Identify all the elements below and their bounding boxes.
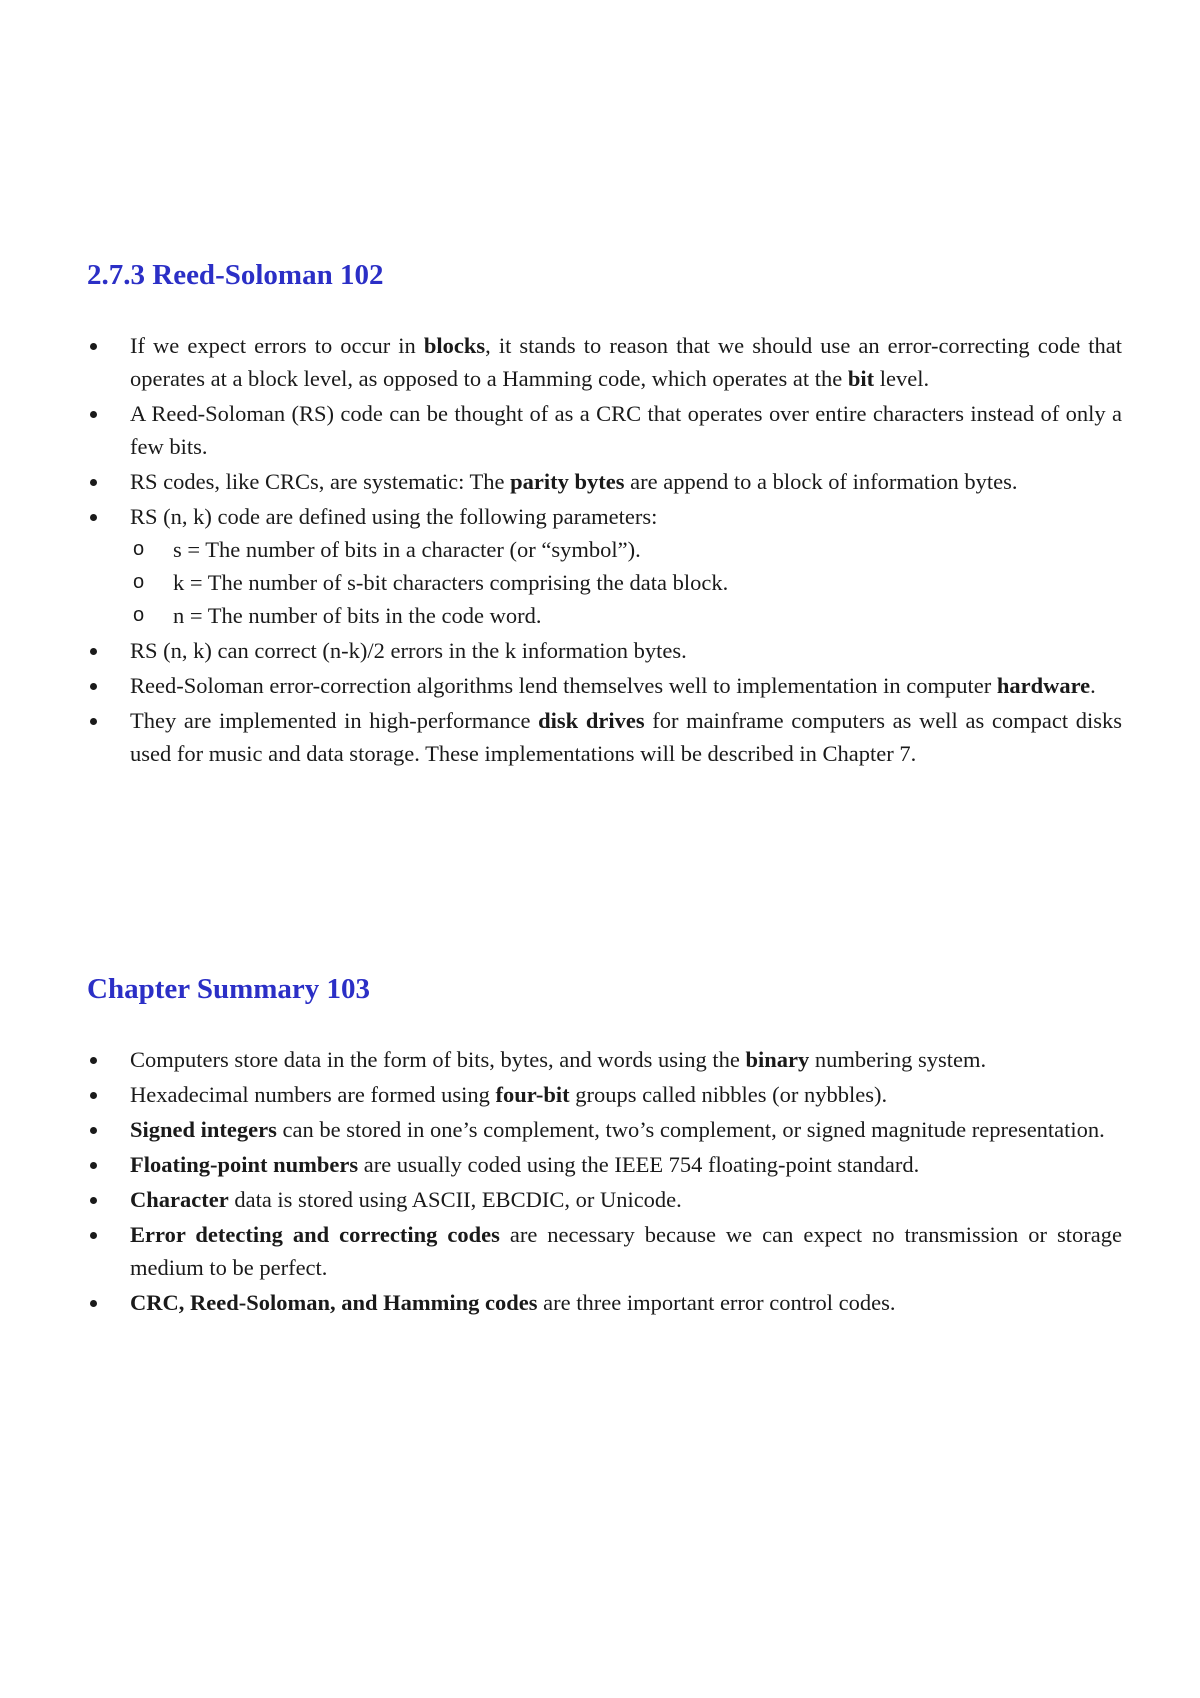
bold-term: blocks [423,332,486,358]
bullet-dot-icon [90,1300,97,1307]
sub-item-text: k = The number of s-bit characters comprising the data block. [173,569,729,595]
bullet-dot-icon [90,1162,97,1169]
bullet-text: RS (n, k) can correct (n-k)/2 errors in the k information bytes. [130,637,687,663]
section-heading: Chapter Summary 103 [87,973,371,1005]
bullet-dot-icon [90,479,97,486]
sub-list [130,533,1122,632]
sub-list-item [87,533,1122,566]
sub-item-text: n = The number of bits in the code word. [173,602,542,628]
bullet-item [87,704,1122,770]
bullet-dot-icon [90,1232,97,1239]
bullet-item [87,465,1122,498]
bullet-list [87,329,1122,770]
bullet-text: Hexadecimal numbers are formed using [130,1081,496,1107]
section-chapter-summary [87,972,1122,1321]
bold-term: bit [847,365,875,391]
bullet-text: can be stored in one’s complement, two’s complement, or signed magnitude representation. [276,1116,1105,1142]
bullet-text: level. [874,365,930,391]
bullet-dot-icon [90,411,97,418]
circle-bullet-icon: o [133,537,145,560]
bold-term: binary [745,1046,810,1072]
bullet-dot-icon [90,1092,97,1099]
bullet-item [87,1183,1122,1216]
bullet-item [87,1113,1122,1146]
bullet-text: , it stands to reason that we should use an error-correcting code that operates at a block level, as opposed to a Hamming code, which operates at the [130,332,1122,391]
circle-bullet-icon: o [133,603,145,626]
bullet-dot-icon [90,1127,97,1134]
bullet-text: RS codes, like CRCs, are systematic: The [130,468,511,494]
bullet-item [87,1148,1122,1181]
bullet-item [87,397,1122,463]
bullet-item [87,1286,1122,1319]
bullet-dot-icon [90,1197,97,1204]
bullet-dot-icon [90,343,97,350]
bullet-item [87,634,1122,667]
bold-term: Error detecting and correcting codes [130,1221,500,1247]
bullet-list [87,1043,1122,1319]
sub-list-item [87,599,1122,632]
bullet-text: numbering system. [809,1046,987,1072]
bullet-dot-icon [90,683,97,690]
bullet-text: Computers store data in the form of bits, bytes, and words using the [130,1046,746,1072]
bullet-item [87,669,1122,702]
bold-term: hardware [996,672,1091,698]
bullet-dot-icon [90,1057,97,1064]
bold-term: parity bytes [510,468,625,494]
section-reed-soloman [87,258,1122,772]
bold-term: CRC, Reed-Soloman, and Hamming codes [130,1289,538,1315]
bullet-dot-icon [90,718,97,725]
bullet-text: If we expect errors to occur in [130,332,424,358]
bullet-text: Reed-Soloman error-correction algorithms lend themselves well to implementation in computer [130,672,997,698]
bullet-text: for mainframe computers as well as compact disks used for music and data storage. These implementations will be described in Chapter 7. [130,707,1123,766]
bullet-text: . [1090,672,1096,698]
bullet-text: are necessary because we can expect no transmission or storage medium to be perfect. [130,1221,1122,1280]
circle-bullet-icon: o [133,570,145,593]
bullet-text: data is stored using ASCII, EBCDIC, or Unicode. [228,1186,682,1212]
bullet-dot-icon [90,648,97,655]
bold-term: Signed integers [130,1116,277,1142]
bold-term: four-bit [495,1081,570,1107]
bullet-text: are append to a block of information bytes. [624,468,1018,494]
bullet-text: RS (n, k) code are defined using the following parameters: [130,503,658,529]
bullet-item [87,500,1122,632]
sub-item-text: s = The number of bits in a character (or “symbol”). [173,536,641,562]
bullet-text: A Reed-Soloman (RS) code can be thought of as a CRC that operates over entire characters instead of only a few bits. [130,400,1122,459]
bullet-dot-icon [90,514,97,521]
bullet-item [87,1043,1122,1076]
bold-term: disk drives [538,707,645,733]
sub-list-item [87,566,1122,599]
section-heading: 2.7.3 Reed-Soloman 102 [87,259,384,291]
bullet-text: They are implemented in high-performance [130,707,539,733]
bullet-text: are three important error control codes. [537,1289,896,1315]
bold-term: Floating-point numbers [130,1151,359,1177]
bold-term: Character [130,1186,229,1212]
bullet-item [87,1218,1122,1284]
bullet-text: groups called nibbles (or nybbles). [569,1081,888,1107]
bullet-item [87,329,1122,395]
bullet-item [87,1078,1122,1111]
bullet-text: are usually coded using the IEEE 754 floating-point standard. [358,1151,920,1177]
